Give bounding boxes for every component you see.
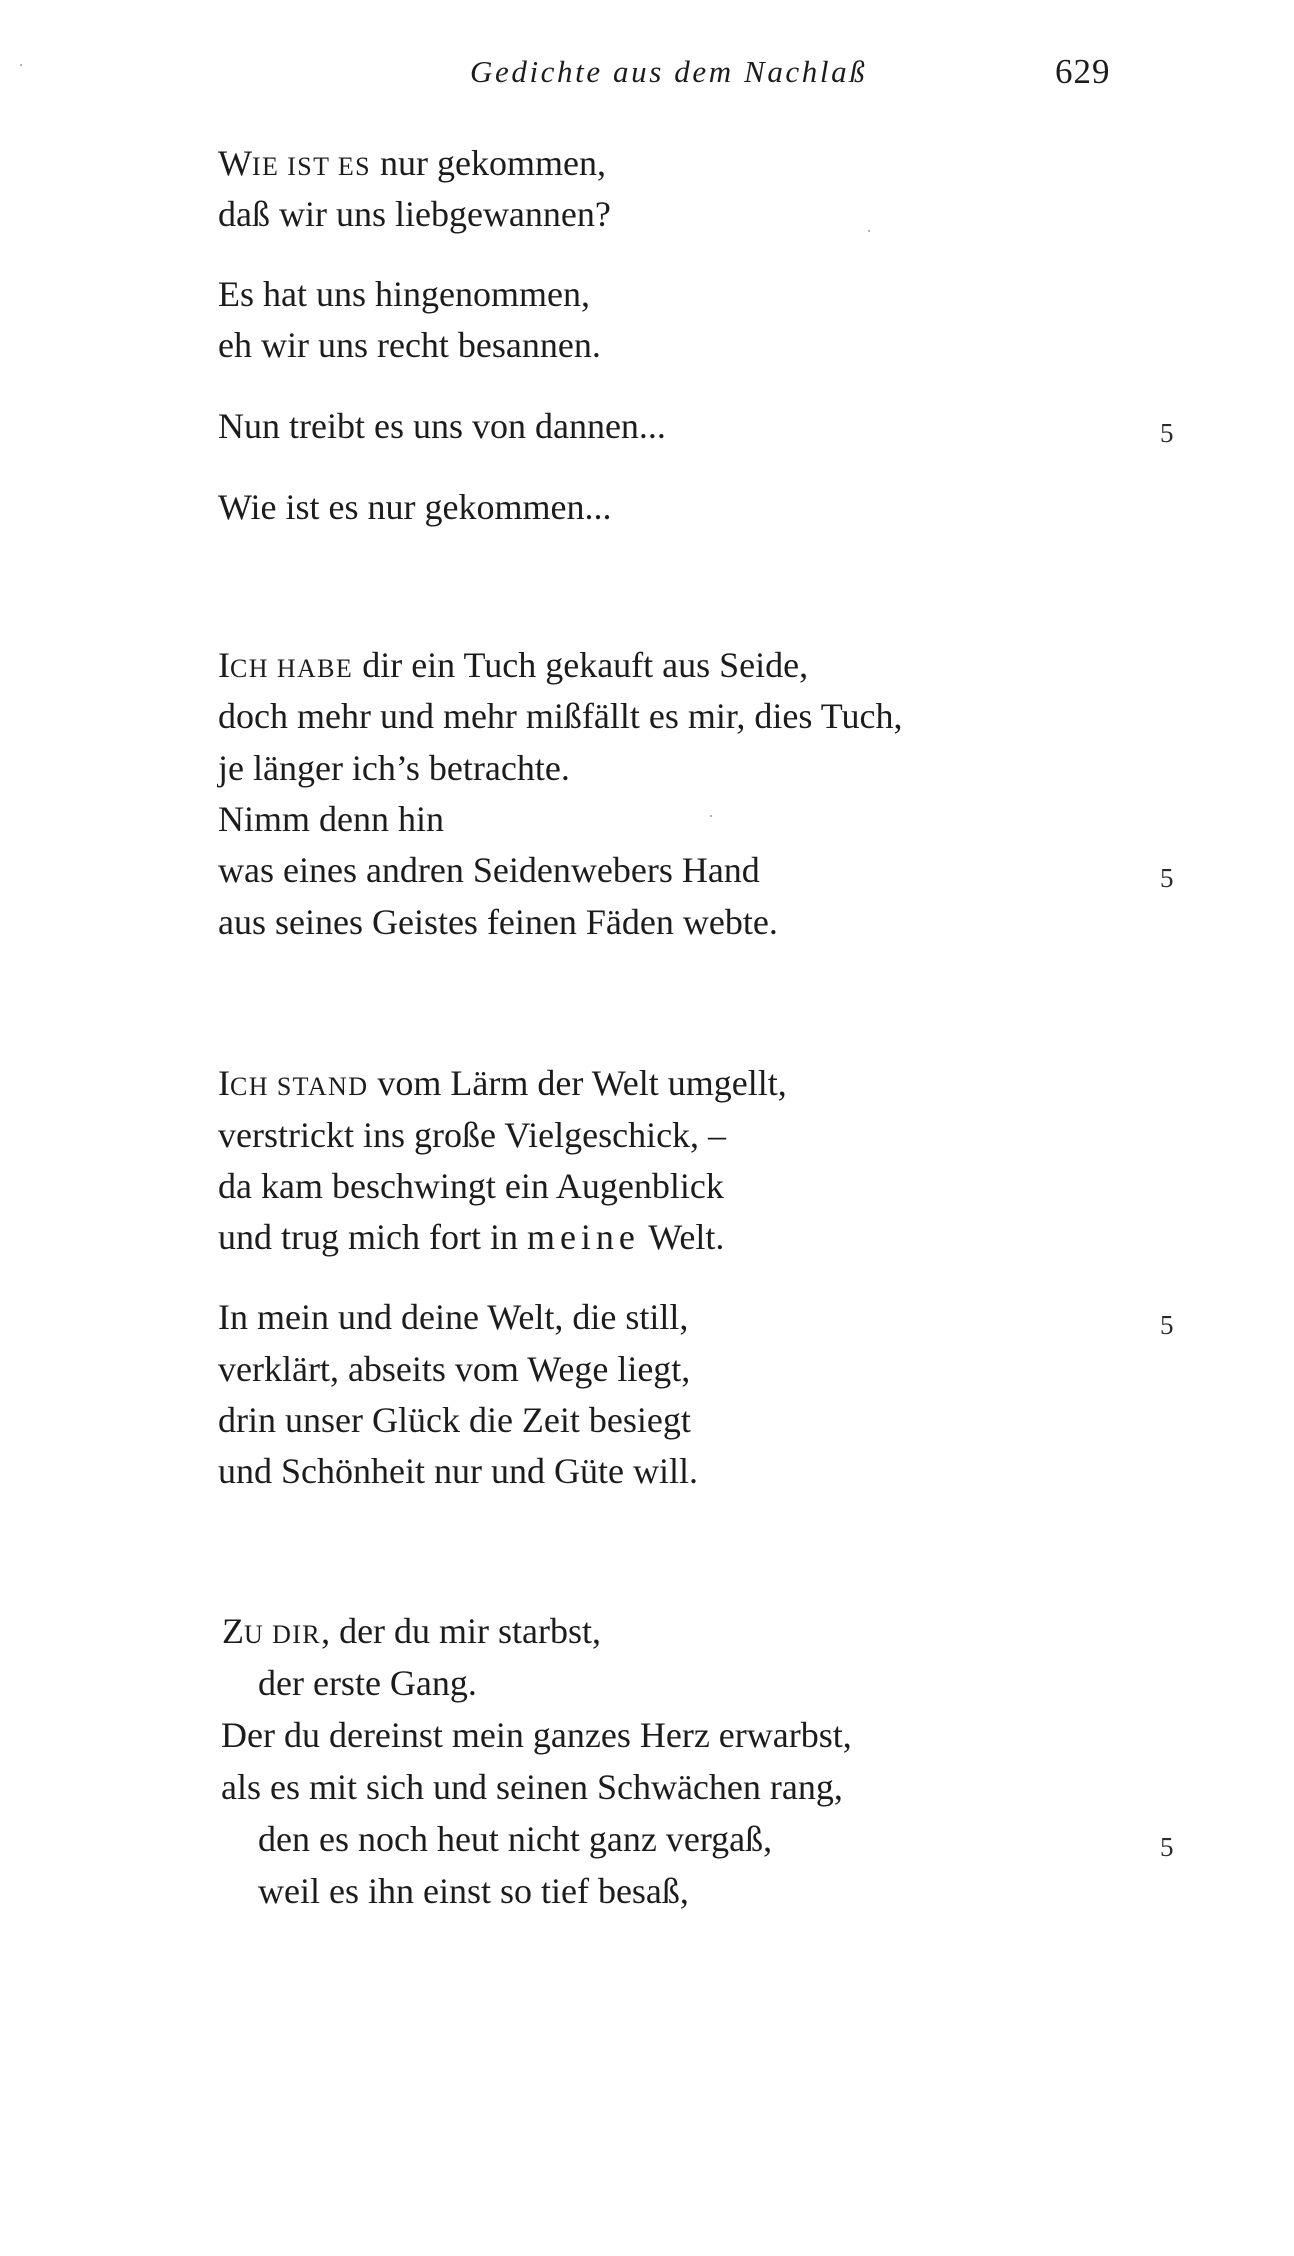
initial-letter: I [218,645,230,685]
poem-1-line-1 [218,141,606,189]
line-number: 5 [1160,1832,1174,1862]
poem-2-line-4: Nimm denn hin [218,799,444,839]
poem-2-line-1 [218,643,808,691]
scan-speck [20,64,22,66]
line-text: dir ein Tuch gekauft aus Seide, [353,645,809,685]
scan-speck [710,815,712,817]
initial-letter: W [218,143,252,183]
poem-3-line-5: In mein und deine Welt, die still, [218,1297,689,1337]
line-text: vom Lärm der Welt umgellt, [368,1063,787,1103]
poem-4-line-1 [222,1609,601,1657]
poem-2-line-3: je länger ich’s betrachte. [218,748,570,788]
poem-1-line-3: Es hat uns hingenommen, [218,274,590,314]
poem-3-line-8: und Schönheit nur und Güte will. [218,1451,698,1491]
poem-3-line-6: verklärt, abseits vom Wege liegt, [218,1349,691,1389]
small-caps-opening: IE IST ES [251,152,371,181]
scan-speck [868,230,870,232]
line-number: 5 [1160,863,1174,893]
initial-letter: I [218,1063,230,1103]
poem-4-line-6: weil es ihn einst so tief besaß, [258,1871,689,1911]
poem-2-line-5: was eines andren Seidenwebers Hand [218,850,760,890]
poem-4-line-5: den es noch heut nicht ganz vergaß, [258,1819,773,1859]
poem-4-line-4: als es mit sich und seinen Schwächen rang, [221,1767,843,1807]
running-title: Gedichte aus dem Nachlaß [470,54,868,89]
poem-3-line-3: da kam beschwingt ein Augenblick [218,1166,724,1206]
line-number: 5 [1160,1310,1174,1340]
small-caps-opening: CH STAND [230,1072,369,1101]
poem-3-line-1 [218,1061,787,1109]
poem-1-line-5: Nun treibt es uns von dannen... [218,406,666,446]
emphasized-word: meine [526,1217,640,1257]
poem-3-line-2: verstrickt ins große Vielgeschick, – [218,1115,727,1155]
poem-4-line-2: der erste Gang. [258,1663,477,1703]
small-caps-opening: CH HABE [230,654,354,683]
poem-3-line-7: drin unser Glück die Zeit besiegt [218,1400,691,1440]
page-number: 629 [1055,52,1111,91]
poem-1-line-4: eh wir uns recht besannen. [218,325,601,365]
poem-1-line-6: Wie ist es nur gekommen... [218,487,612,527]
line-text: und trug mich fort in [218,1217,527,1257]
poem-4-line-3: Der du dereinst mein ganzes Herz erwarbst, [221,1715,852,1755]
line-number: 5 [1160,418,1174,448]
line-text: nur gekommen, [371,143,606,183]
poem-1-line-2: daß wir uns liebgewannen? [218,194,611,234]
line-text: Welt. [639,1217,725,1257]
small-caps-opening: U DIR [244,1620,322,1649]
line-text: , der du mir starbst, [321,1611,602,1651]
poem-2-line-6: aus seines Geistes feinen Fäden webte. [218,902,778,942]
initial-letter: Z [222,1611,244,1651]
poem-3-line-4 [218,1215,724,1259]
poem-2-line-2: doch mehr und mehr mißfällt es mir, dies Tuch, [218,696,903,736]
